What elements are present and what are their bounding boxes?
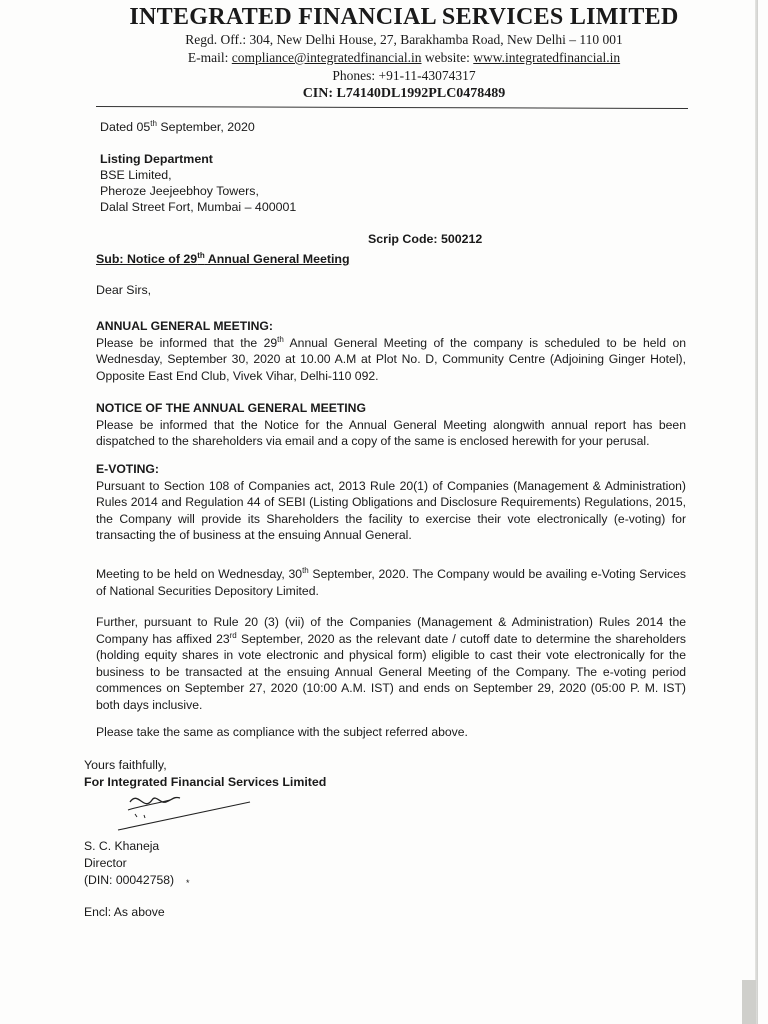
agm-text-a: Please be informed that the 29	[96, 335, 278, 350]
recipient-line-3: Dalal Street Fort, Mumbai – 400001	[100, 200, 297, 214]
letterhead-divider	[96, 106, 688, 109]
subject-prefix: Sub: Notice of 29	[96, 252, 198, 266]
registered-office: Regd. Off.: 304, New Delhi House, 27, Barakhamba Road, New Delhi – 110 001	[185, 32, 623, 47]
further-text-b: September, 2020 as the relevant date / cutoff date to determine the shareholders (holding equity shares in vote electronic and physical form) eligible to cast their vote electronically for the business to be transacted at the ensuing Annual General Meeting of the Company. The e-voting period commences on September 27, 2020 (10:00 A.M. IST) and ends on September 29, 2020 (05:00 P. M. IST) both days inclusive.	[96, 631, 686, 712]
closing-text: Please take the same as compliance with the subject referred above.	[96, 725, 468, 739]
meeting-text-a: Meeting to be held on Wednesday, 30	[96, 567, 303, 581]
agm-sup: th	[277, 334, 284, 344]
letter-date	[100, 120, 255, 134]
scrip-code: Scrip Code: 500212	[368, 232, 483, 246]
notice-text: Please be informed that the Notice for the Annual General Meeting alongwith annual report has been dispatched to the shareholders via email and a copy of the same is enclosed herewith for your perusal.	[96, 417, 686, 448]
notice-heading: NOTICE OF THE ANNUAL GENERAL MEETING	[96, 401, 366, 415]
subject-sup: th	[197, 250, 205, 260]
recipient-line-2: Pheroze Jeejeebhoy Towers,	[100, 184, 259, 198]
scan-speck: *	[186, 878, 190, 888]
evoting-section	[96, 461, 686, 544]
date-prefix: Dated 05	[100, 120, 151, 134]
meeting-text	[96, 566, 686, 599]
recipient-line-1: BSE Limited,	[100, 168, 172, 182]
email-label: E-mail:	[187, 50, 232, 65]
date-sup: th	[150, 118, 157, 128]
cin-number: CIN: L74140DL1992PLC0478489	[302, 86, 506, 101]
handwritten-signature	[100, 782, 260, 842]
email-link[interactable]: compliance@integratedfinancial.in	[231, 50, 422, 65]
contact-line	[40, 49, 768, 67]
page-edge-shadow	[755, 0, 758, 1024]
page-corner-shadow	[742, 980, 756, 1024]
signing-firm: For Integrated Financial Services Limited	[84, 775, 327, 789]
signatory-details	[84, 838, 174, 889]
signatory-name: S. C. Khaneja	[84, 839, 160, 853]
evoting-heading: E-VOTING:	[96, 462, 159, 476]
website-label: website:	[421, 50, 474, 65]
agm-text	[96, 335, 686, 385]
meeting-sup: th	[302, 565, 309, 575]
evoting-text: Pursuant to Section 108 of Companies act, 2013 Rule 20(1) of Companies (Management & Administration) Rules 2014 and Regulation 44 of SEBI (Listing Obligations and Disclosure Requirements) Regulations, 2015, the Company will provide its Shareholders the facility to exercise their vote electronically (e-voting) for transacting the of business at the ensuing Annual General.	[96, 478, 686, 542]
further-text	[96, 614, 686, 713]
company-name: INTEGRATED FINANCIAL SERVICES LIMITED	[129, 4, 679, 30]
further-text-a: Further, pursuant to Rule 20 (3) (vii) of the Companies (Management & Administration) Rules 2014 the Company has affixed 23	[96, 615, 686, 646]
signatory-din: (DIN: 00042758)	[84, 873, 175, 887]
agm-text-b: Annual General Meeting of the company is scheduled to be held on Wednesday, September 30, 2020 at 10.00 A.M at Plot No. D, Community Centre (Adjoining Ginger Hotel), Opposite East End Club, Vivek Vihar, Delhi-110 092.	[96, 335, 687, 383]
signatory-title: Director	[84, 856, 127, 870]
subject-suffix: Annual General Meeting	[204, 252, 350, 266]
meeting-paragraph	[96, 566, 686, 599]
salutation: Dear Sirs,	[96, 283, 152, 297]
notice-section	[96, 400, 686, 450]
meeting-text-b: September, 2020. The Company would be availing e-Voting Services of National Securities Depository Limited.	[96, 567, 686, 598]
recipient-address	[100, 151, 296, 215]
agm-heading: ANNUAL GENERAL MEETING:	[96, 319, 273, 333]
website-link[interactable]: www.integratedfinancial.in	[473, 50, 621, 65]
date-suffix: September, 2020	[156, 120, 255, 134]
enclosure-note: Encl: As above	[84, 905, 165, 919]
phones: Phones: +91-11-43074317	[332, 68, 476, 83]
recipient-dept: Listing Department	[100, 152, 213, 166]
letterhead	[0, 4, 768, 103]
yours-faithfully: Yours faithfully,	[84, 758, 167, 772]
closing-paragraph	[96, 724, 686, 741]
subject-line	[96, 252, 350, 266]
agm-section	[96, 318, 686, 384]
further-sup: rd	[229, 630, 237, 640]
further-paragraph	[96, 614, 686, 713]
